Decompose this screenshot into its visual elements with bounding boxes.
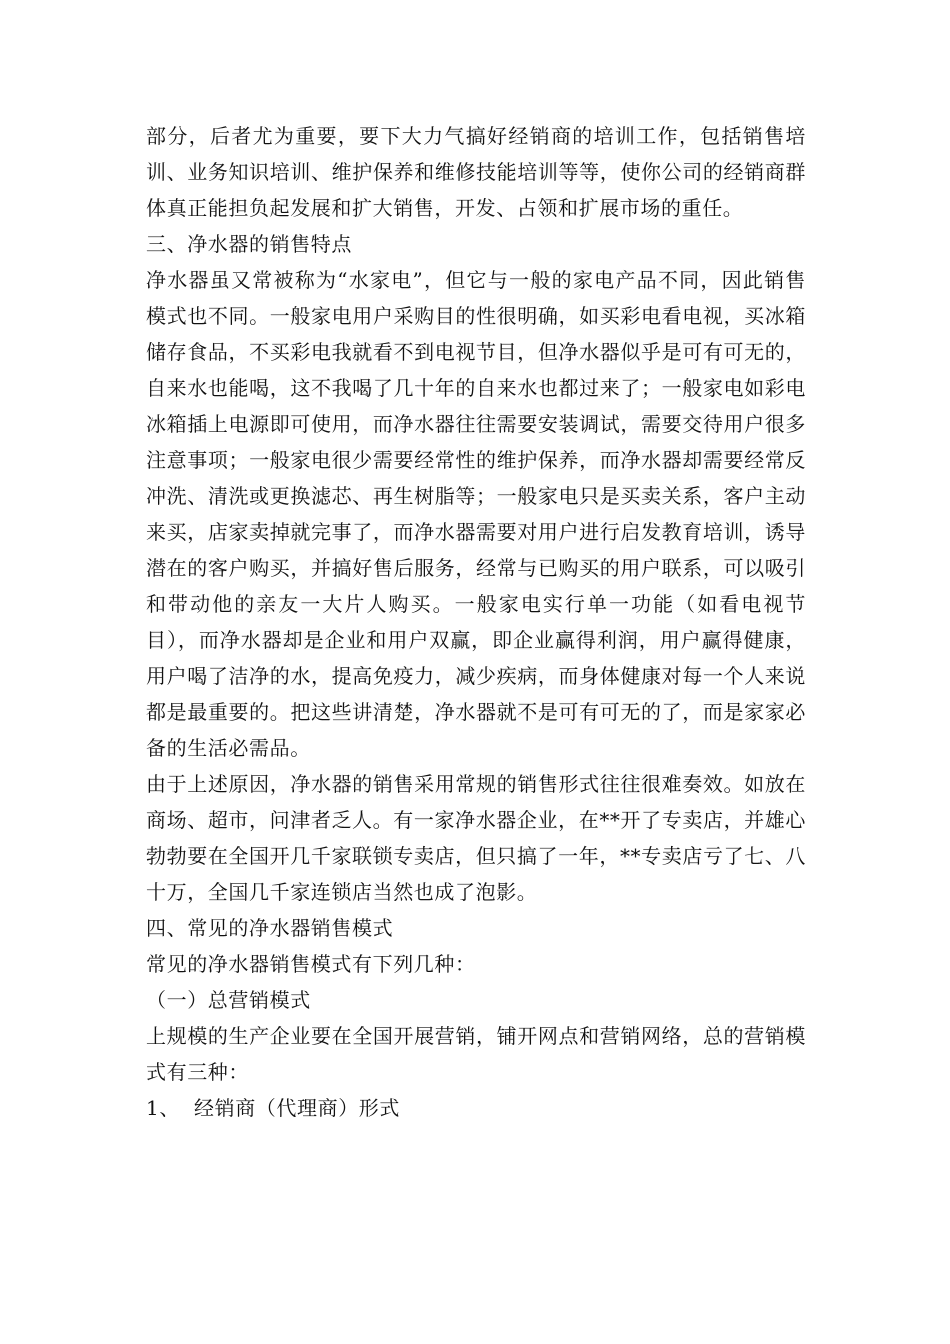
paragraph-reasons: 由于上述原因，净水器的销售采用常规的销售形式往往很难奏效。如放在商场、超市，问津者乏人。有一家净水器企业，在**开了专卖店，并雄心勃勃要在全国开几千家联锁专卖店，但只搞了一年，**专卖店亏了七、八十万，全国几千家连锁店当然也成了泡影。 [146,772,806,904]
paragraph-sales-features: 净水器虽又常被称为“水家电”，但它与一般的家电产品不同，因此销售模式也不同。一般家电用户采购目的性很明确，如买彩电看电视，买冰箱储存食品，不买彩电我就看不到电视节目，但净水器似乎是可有可无的，自来水也能喝，这不我喝了几十年的自来水也都过来了；一般家电如彩电冰箱插上电源即可使用，而净水器往往需要安装调试，需要交待用户很多注意事项；一般家电很少需要经常性的维护保养，而净水器却需要经常反冲洗、清洗或更换滤芯、再生树脂等；一般家电只是买卖关系，客户主动来买，店家卖掉就完事了，而净水器需要对用户进行启发教育培训，诱导潜在的客户购买，并搞好售后服务，经常与已购买的用户联系，可以吸引和带动他的亲友一大片人购买。一般家电实行单一功能（如看电视节目），而净水器却是企业和用户双赢，即企业赢得利润，用户赢得健康，用户喝了洁净的水，提高免疫力，减少疾病，而身体健康对每一个人来说都是最重要的。把这些讲清楚，净水器就不是可有可无的了，而是家家必备的生活必需品。 [146,268,806,760]
section-heading-4: 四、常见的净水器销售模式 [146,916,394,940]
list-item-number: 1、 [146,1096,180,1120]
section-heading-3: 三、净水器的销售特点 [146,232,352,256]
subsection-heading-1: （一）总营销模式 [146,988,311,1012]
list-item-distributor [146,1090,806,1126]
document-body [146,118,806,1126]
paragraph-total-marketing: 上规模的生产企业要在全国开展营销，铺开网点和营销网络，总的营销模式有三种： [146,1024,806,1084]
list-item-text: 经销商（代理商）形式 [194,1096,400,1120]
paragraph-training: 部分，后者尤为重要，要下大力气搞好经销商的培训工作，包括销售培训、业务知识培训、维护保养和维修技能培训等等，使你公司的经销商群体真正能担负起发展和扩大销售，开发、占领和扩展市场的重任。 [146,124,806,220]
paragraph-modes-intro: 常见的净水器销售模式有下列几种： [146,952,476,976]
